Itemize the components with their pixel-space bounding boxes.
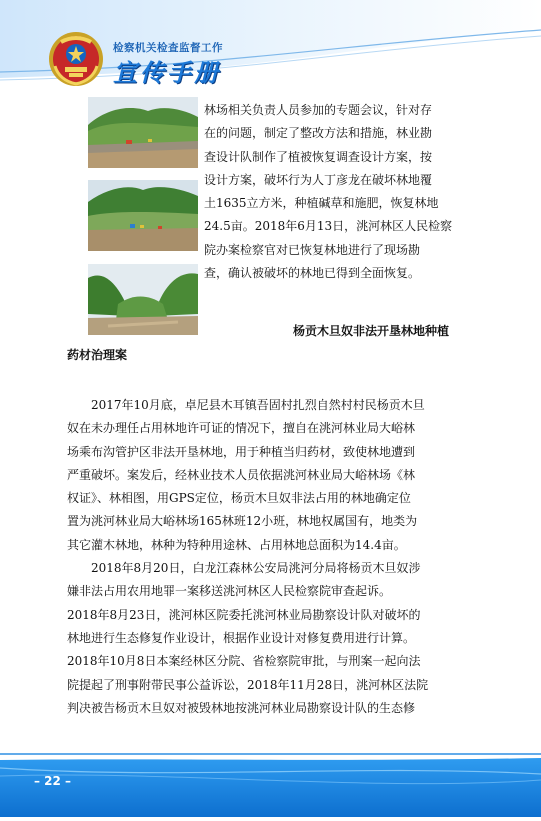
paragraph-line: 置为洮河林业局大峪林场165林班12小班，林地权属国有，地类为	[67, 514, 418, 529]
photo-construction-site	[88, 180, 198, 251]
header-subtitle: 检察机关检查监督工作	[113, 42, 223, 54]
photo-mountain-valley	[88, 264, 198, 335]
footer-wave-decoration	[0, 740, 541, 817]
paragraph-line: 判决被告杨贡木旦奴对被毁林地按洮河林业局勘察设计队的生态修	[67, 700, 416, 715]
procuratorate-emblem-icon	[47, 30, 105, 88]
paragraph-line: 2018年8月20日，白龙江森林公安局洮河分局将杨贡木旦奴涉	[91, 561, 421, 576]
paragraph-line: 在的问题，制定了整改方法和措施，林业勘	[204, 126, 433, 141]
paragraph-line: 场乘布沟管护区非法开垦林地，用于种植当归药材，致使林地遭到	[67, 444, 416, 459]
case-heading-continuation: 药材治理案	[67, 348, 128, 362]
landscape-mountain-valley-photo	[88, 264, 198, 335]
page-number: – 22 –	[34, 774, 72, 788]
paragraph-line: 土1635立方米，种植碱草和施肥，恢复林地	[204, 196, 439, 211]
paragraph-line: 查，确认被破坏的林地已得到全面恢复。	[204, 266, 421, 281]
page-footer	[0, 740, 541, 817]
paragraph-line: 院提起了刑事附带民事公益诉讼，2018年11月28日，洮河林区法院	[67, 677, 429, 692]
paragraph-line: 林地进行生态修复作业设计，根据作业设计对修复费用进行计算。	[67, 630, 416, 645]
case-heading: 杨贡木旦奴非法开垦林地种植	[293, 324, 450, 338]
landscape-road-photo	[88, 97, 198, 168]
paragraph-line: 林场相关负责人员参加的专题会议，针对存	[204, 103, 433, 117]
wrap-text-block	[204, 99, 494, 285]
paragraph-line: 其它灌木林地，林种为特种用途林、占用林地总面积为14.4亩。	[67, 537, 406, 552]
paragraph-line: 院办案检察官对已恢复林地进行了现场勘	[204, 242, 421, 257]
paragraph-line: 2017年10月底，卓尼县木耳镇吾固村扎烈自然村村民杨贡木旦	[91, 398, 425, 412]
paragraph-line: 权证》、林相图，用GPS定位，杨贡木旦奴非法占用的林地确定位	[67, 491, 411, 506]
paragraph-line: 查设计队制作了植被恢复调查设计方案，按	[204, 149, 433, 164]
page-header	[0, 0, 541, 95]
paragraph-line: 严重破坏。案发后，经林业技术人员依据洮河林业局大峪林场《林	[67, 467, 416, 482]
paragraph-line: 奴在未办理任占用林地许可证的情况下，擅自在洮河林业局大峪林	[67, 421, 416, 436]
header-title: 宣传手册	[113, 59, 221, 87]
paragraph-line: 2018年8月23日，洮河林区院委托洮河林业局勘察设计队对破坏的	[67, 607, 421, 622]
paragraph-line: 24.5亩。2018年6月13日，洮河林区人民检察	[204, 219, 453, 234]
photo-road-site	[88, 97, 198, 168]
paragraph-line: 2018年10月8日本案经林区分院、省检察院审批，与刑案一起向法	[67, 654, 421, 669]
landscape-construction-photo	[88, 180, 198, 251]
case-body-text	[67, 394, 475, 720]
paragraph-line: 设计方案，破坏行为人丁彦龙在破坏林地覆	[204, 172, 433, 187]
paragraph-line: 嫌非法占用农用地罪一案移送洮河林区人民检察院审查起诉。	[67, 584, 392, 599]
